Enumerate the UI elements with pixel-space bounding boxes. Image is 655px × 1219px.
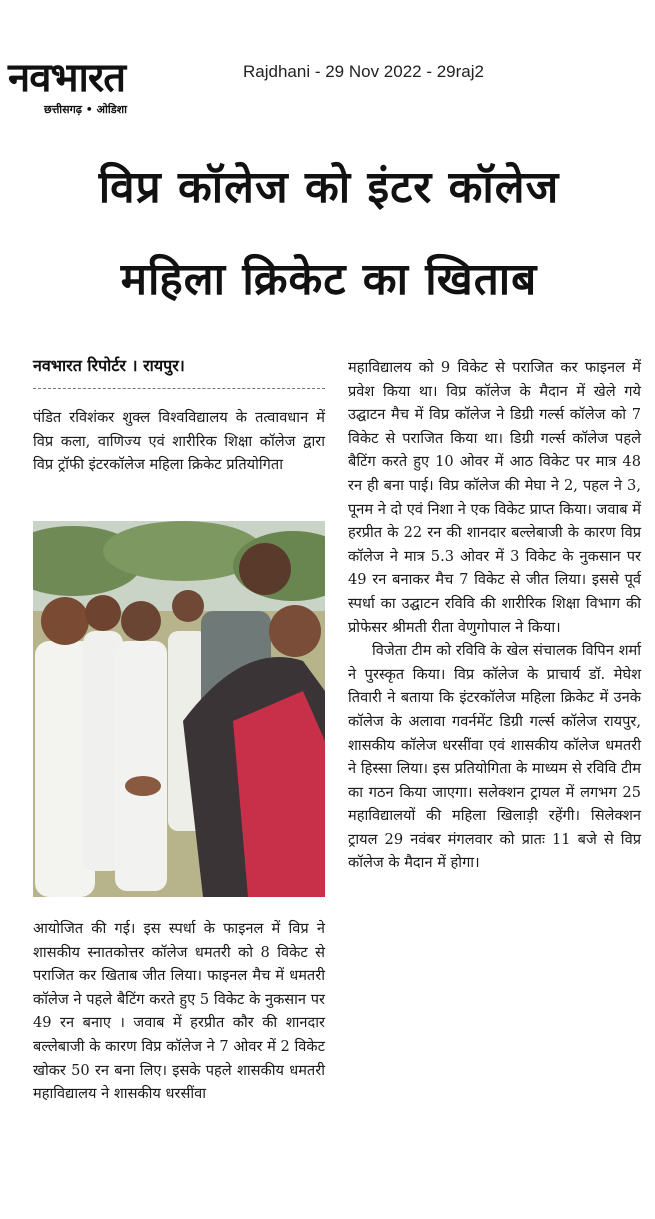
headline <box>14 142 644 326</box>
byline: नवभारत रिपोर्टर । रायपुर। <box>33 354 325 389</box>
article-left-bottom: आयोजित की गई। इस स्पर्धा के फाइनल में विप्र ने शासकीय स्नातकोत्तर कॉलेज धमतरी को 8 विकेट से पराजित कर खिताब जीत लिया। फाइनल मैच में धमतरी कॉलेज ने पहले बैटिंग करते हुए 5 विकेट के नुकसान पर 49 रन बनाए । जवाब में हरप्रीत कौर की शानदार बल्लेबाजी के कारण विप्र कॉलेज ने 7 ओवर में 2 विकेट खोकर 50 रन बना लिए। इसके पहले शासकीय धमतरी महाविद्यालय ने शासकीय धरसींवा <box>33 920 325 1103</box>
region-label: छत्तीसगढ़ • ओडिशा <box>44 103 127 116</box>
news-photo <box>33 521 325 897</box>
edition-info: Rajdhani - 29 Nov 2022 - 29raj2 <box>243 62 484 81</box>
article-paragraph-2: विजेता टीम को रविवि के खेल संचालक विपिन शर्मा ने पुरस्कृत किया। विप्र कॉलेज के प्राचार्य डॉ. मेघेश तिवारी ने बताया कि इंटरकॉलेज महिला क्रिकेट में उनके कॉलेज के अलावा गवर्नमेंट डिग्री गर्ल्स कॉलेज रायपुर, शासकीय कॉलेज धरसींवा एवं शासकीय कॉलेज धमतरी ने हिस्सा लिया। इस प्रतियोगिता के माध्यम से रविवि टीम का गठन किया जाएगा। सलेक्शन ट्रायल में लगभग 25 महाविद्यालयों की महिला खिलाड़ी रहेंगी। सिलेक्शन ट्रायल 29 नवंबर मंगलवार को प्रातः 11 बजे से विप्र कॉलेज के मैदान में होगा। <box>348 642 641 872</box>
article-right-column <box>348 356 641 875</box>
article-left-top: पंडित रविशंकर शुक्ल विश्वविद्यालय के तत्वावधान में विप्र कला, वाणिज्य एवं शारीरिक शिक्षा कॉलेज द्वारा विप्र ट्रॉफी इंटरकॉलेज महिला क्रिकेट प्रतियोगिता <box>33 409 325 474</box>
newspaper-logo: नवभारत <box>8 55 126 101</box>
headline-line-1: विप्र कॉलेज को इंटर कॉलेज <box>98 162 560 213</box>
masthead <box>8 56 218 117</box>
article-paragraph-1: महाविद्यालय को 9 विकेट से पराजित कर फाइनल में प्रवेश किया था। विप्र कॉलेज के मैदान में खेले गये उद्घाटन मैच में विप्र कॉलेज ने डिग्री गर्ल्स कॉलेज को 7 विकेट से पराजित किया था। डिग्री गर्ल्स कॉलेज पहले बैटिंग करते हुए 10 ओवर में आठ विकेट पर मात्र 48 रन ही बना पाई। विप्र कॉलेज की मेघा ने 2, पहल ने 3, पूनम ने दो एवं निशा ने एक विकेट प्राप्त किया। जवाब में हरप्रीत के 22 रन की शानदार बल्लेबाजी के कारण विप्र कॉलेज ने मात्र 5.3 ओवर में 3 विकेट के नुकसान पर 49 रन बनाकर मैच 7 विकेट से जीत लिया। इससे पूर्व स्पर्धा का उद्घाटन रविवि की शारीरिक शिक्षा विभाग की प्रोफेसर श्रीमती रीता वेणुगोपाल ने किया। <box>348 359 641 636</box>
headline-line-2: महिला क्रिकेट का खिताब <box>120 254 538 305</box>
